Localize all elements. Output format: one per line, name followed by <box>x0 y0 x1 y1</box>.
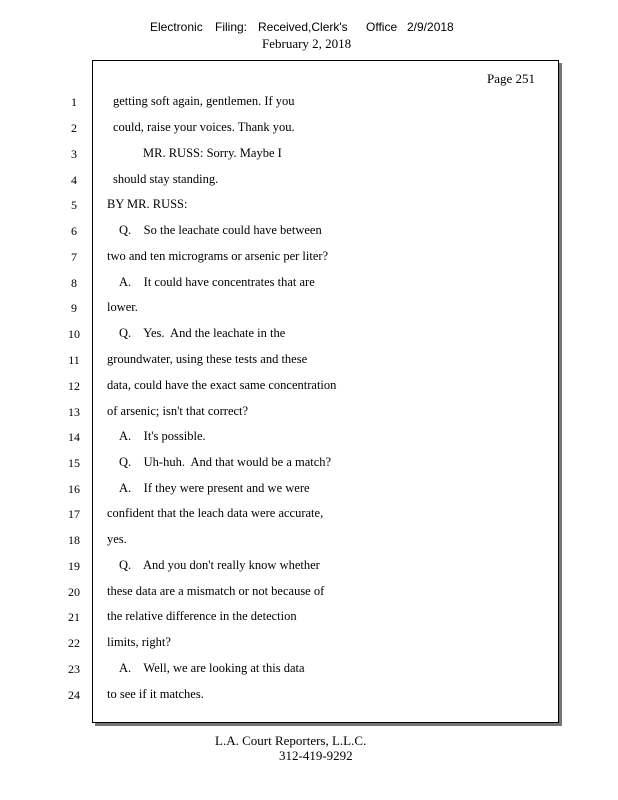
footer-phone: 312-419-9292 <box>279 748 353 763</box>
line-text: limits, right? <box>107 635 171 649</box>
line-number: 22 <box>68 636 80 650</box>
line-number: 12 <box>68 379 80 393</box>
line-text: Q. So the leachate could have between <box>119 223 322 237</box>
line-text: confident that the leach data were accurate, <box>107 506 324 520</box>
line-text: A. If they were present and we were <box>119 481 310 495</box>
line-number: 11 <box>68 353 80 367</box>
line-text: the relative difference in the detection <box>107 609 297 623</box>
line-number: 5 <box>71 198 77 212</box>
line-number: 13 <box>68 405 80 419</box>
line-text: BY MR. RUSS: <box>107 197 188 211</box>
footer-company: L.A. Court Reporters, L.L.C. <box>215 733 367 748</box>
stamp-office: Office <box>366 20 398 34</box>
line-number: 8 <box>71 276 77 290</box>
line-number: 4 <box>71 173 77 187</box>
line-number: 23 <box>68 662 80 676</box>
stamp-received: Received,Clerk's <box>258 20 348 34</box>
stamp-filing: Filing: <box>215 20 248 34</box>
line-text: should stay standing. <box>113 172 219 186</box>
line-number: 15 <box>68 456 80 470</box>
line-text: A. It's possible. <box>119 429 206 443</box>
line-number: 1 <box>71 95 77 109</box>
line-text: these data are a mismatch or not because of <box>107 584 325 598</box>
line-text: MR. RUSS: Sorry. Maybe I <box>143 146 282 160</box>
line-text: Q. And you don't really know whether <box>119 558 320 572</box>
line-text: two and ten micrograms or arsenic per liter? <box>107 249 329 263</box>
line-text: to see if it matches. <box>107 687 204 701</box>
line-text: Q. Yes. And the leachate in the <box>119 326 286 340</box>
line-number: 9 <box>71 301 77 315</box>
line-number: 7 <box>71 250 77 264</box>
line-text: yes. <box>107 532 127 546</box>
line-number: 24 <box>68 688 80 702</box>
line-text: Q. Uh-huh. And that would be a match? <box>119 455 332 469</box>
transcript-date: February 2, 2018 <box>262 36 352 51</box>
line-number: 21 <box>68 610 80 624</box>
line-text: A. It could have concentrates that are <box>119 275 315 289</box>
line-text: groundwater, using these tests and these <box>107 352 308 366</box>
line-text: A. Well, we are looking at this data <box>119 661 305 675</box>
line-text: could, raise your voices. Thank you. <box>113 120 295 134</box>
stamp-date: 2/9/2018 <box>407 20 454 34</box>
line-text: lower. <box>107 300 138 314</box>
page-number: Page 251 <box>487 71 536 86</box>
line-text: of arsenic; isn't that correct? <box>107 404 249 418</box>
line-number: 20 <box>68 585 80 599</box>
filing-stamp <box>0 20 618 36</box>
line-number: 17 <box>68 507 80 521</box>
line-number: 6 <box>71 224 77 238</box>
stamp-electronic: Electronic <box>150 20 203 34</box>
line-number: 10 <box>68 327 80 341</box>
line-number: 3 <box>71 147 77 161</box>
line-number: 18 <box>68 533 80 547</box>
line-number: 16 <box>68 482 80 496</box>
line-text: getting soft again, gentlemen. If you <box>113 94 295 108</box>
line-number: 19 <box>68 559 80 573</box>
line-text: data, could have the exact same concentration <box>107 378 337 392</box>
line-number: 14 <box>68 430 80 444</box>
line-number: 2 <box>71 121 77 135</box>
